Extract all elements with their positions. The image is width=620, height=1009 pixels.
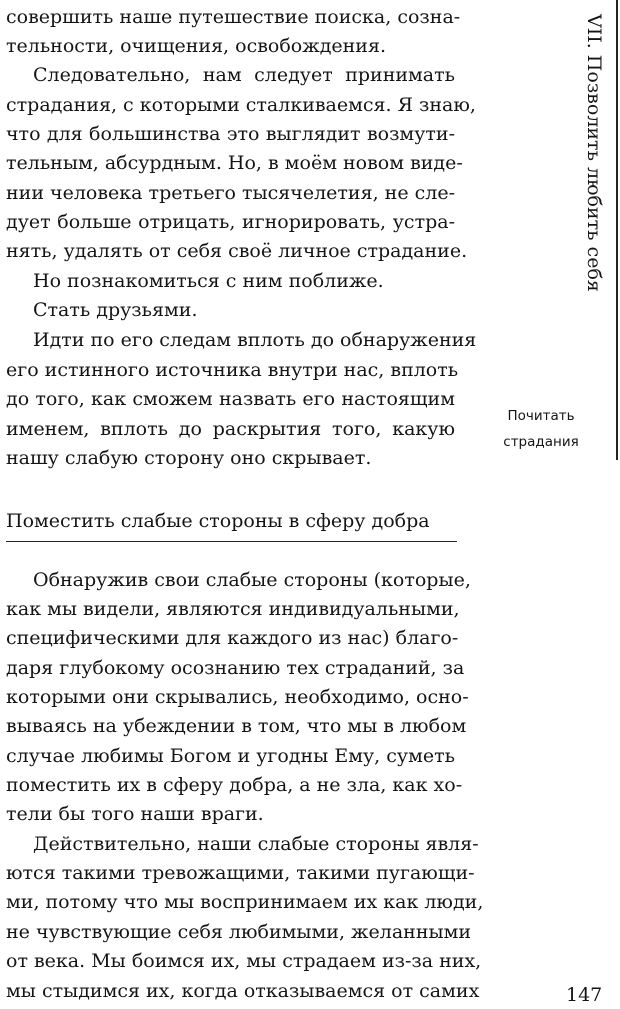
text-line: тельности, очищения, освобождения. — [6, 35, 386, 57]
section-heading: Поместить слабые стороны в сферу добра — [6, 510, 430, 532]
heading-underline — [6, 541, 457, 542]
page-number: 147 — [566, 984, 603, 1006]
text-line: не чувствующие себя любимыми, желанными — [6, 921, 472, 943]
text-line: тельным, абсурдным. Но, в моём новом виде- — [6, 152, 463, 174]
text-line: вываясь на убеждении в том, что мы в любом — [6, 715, 467, 737]
text-line: Но познакомиться с ним поближе. — [33, 270, 384, 292]
text-line: Действительно, наши слабые стороны явля- — [33, 833, 479, 855]
text-line: Следовательно, нам следует принимать — [33, 64, 455, 86]
text-line: нии человека третьего тысячелетия, не сле- — [6, 182, 455, 204]
text-line: которыми они скрывались, необходимо, осно- — [6, 686, 469, 708]
text-line: мы стыдимся их, когда отказываемся от самих — [6, 980, 480, 1002]
text-line: тели бы того наши враги. — [6, 803, 264, 825]
running-head: VII. Позволить любить себя — [583, 14, 605, 292]
text-line: Обнаружив свои слабые стороны (которые, — [33, 569, 471, 591]
text-line: ми, потому что мы воспринимаем их как люди, — [6, 891, 484, 913]
text-line: его истинного источника внутри нас, вплоть — [6, 359, 459, 381]
text-line: нять, удалять от себя своё личное страдание. — [6, 240, 468, 262]
text-line: Стать друзьями. — [33, 299, 198, 321]
text-line: что для большинства это выглядит возмути- — [6, 123, 455, 145]
margin-note-line: Почитать — [507, 408, 575, 424]
text-line: как мы видели, являются индивидуальными, — [6, 598, 460, 620]
text-line: совершить наше путешествие поиска, созна- — [6, 6, 461, 28]
text-line: поместить их в сферу добра, а не зла, как хо- — [6, 774, 463, 796]
text-line: страдания, с которыми сталкиваемся. Я знаю, — [6, 94, 476, 116]
chapter-rule — [616, 0, 618, 460]
text-line: случае любимы Богом и угодны Ему, суметь — [6, 745, 455, 767]
text-line: от века. Мы боимся их, мы страдаем из-за них, — [6, 950, 482, 972]
text-line: дует больше отрицать, игнорировать, устра- — [6, 211, 455, 233]
text-line: Идти по его следам вплоть до обнаружения — [33, 329, 477, 351]
margin-note-line: страдания — [503, 434, 579, 450]
text-line: именем, вплоть до раскрытия того, какую — [6, 418, 455, 440]
text-line: нашу слабую сторону оно скрывает. — [6, 447, 372, 469]
text-line: специфическими для каждого из нас) благо- — [6, 627, 459, 649]
text-line: ются такими тревожащими, такими пугающи- — [6, 862, 475, 884]
text-line: до того, как сможем назвать его настоящим — [6, 388, 455, 410]
text-line: даря глубокому осознанию тех страданий, за — [6, 657, 465, 679]
